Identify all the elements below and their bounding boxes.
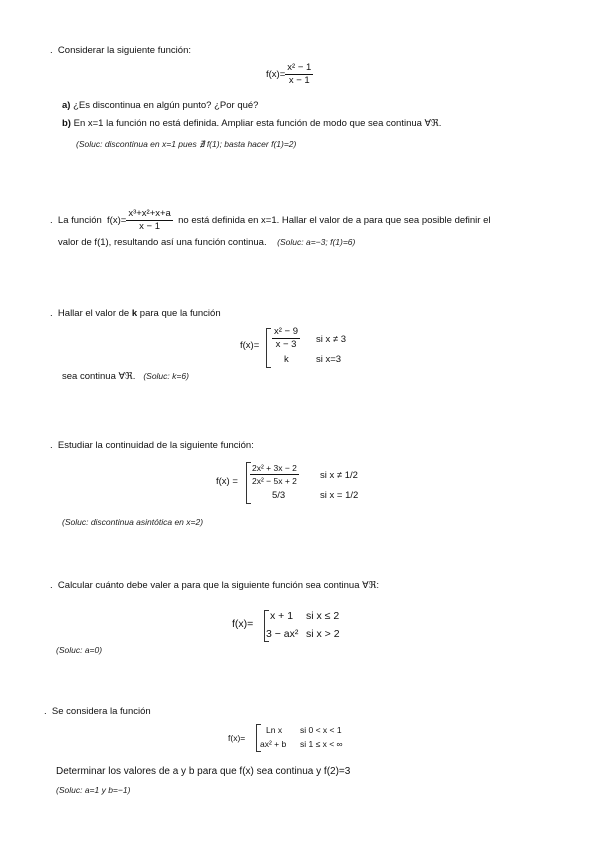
problem-5-case-1: x + 1 bbox=[270, 610, 294, 622]
problem-1-intro: . Considerar la siguiente función: bbox=[50, 45, 192, 56]
problem-4-case-2: 5/3 bbox=[272, 490, 286, 501]
problem-5-intro: . Calcular cuánto debe valer a para que la siguiente función sea continua ∀ℜ: bbox=[50, 580, 379, 591]
problem-4-case-1: $\frac{\text{2x² + 3x − 2}}{\text{2x² − 5x + 2}}$ bbox=[252, 463, 297, 486]
problem-3-continuity: sea continua ∀ℜ. (Soluc: k=6) bbox=[62, 371, 189, 382]
problem-3-brace bbox=[266, 328, 271, 368]
problem-6-case-2: ax² + b bbox=[260, 739, 287, 749]
problem-5-case-2: 3 − ax² bbox=[266, 628, 299, 640]
problem-6-case-2-cond: si 1 ≤ x < ∞ bbox=[300, 739, 343, 749]
problem-6-solution: (Soluc: a=1 y b=−1) bbox=[56, 785, 131, 795]
problem-5-lhs: f(x)= bbox=[232, 618, 254, 630]
problem-3-case-2-cond: si x=3 bbox=[316, 354, 342, 365]
problem-3-case-1-cond: si x ≠ 3 bbox=[316, 334, 347, 345]
problem-4-lhs: f(x) = bbox=[216, 476, 238, 487]
problem-2-line2: valor de f(1), resultando así una función continua. (Soluc: a=−3; f(1)=6) bbox=[58, 237, 356, 248]
problem-5-case-2-cond: si x > 2 bbox=[306, 628, 340, 640]
problem-3-case-2: k bbox=[284, 354, 289, 365]
problem-4-intro: . Estudiar la continuidad de la siguiente función: bbox=[50, 440, 254, 451]
problem-3-lhs: f(x)= bbox=[240, 340, 260, 351]
problem-5-case-1-cond: si x ≤ 2 bbox=[306, 610, 340, 622]
problem-1-question-b: b) En x=1 la función no está definida. Ampliar esta función de modo que sea continua ∀ℜ. bbox=[62, 118, 442, 129]
problem-6-lhs: f(x)= bbox=[228, 733, 246, 743]
problem-5-solution: (Soluc: a=0) bbox=[56, 645, 103, 655]
problem-1-question-a: a) ¿Es discontinua en algún punto? ¿Por qué? bbox=[62, 100, 259, 111]
problem-1-solution: (Soluc: discontinua en x=1 pues ∄ f(1); basta hacer f(1)=2) bbox=[76, 139, 297, 149]
problem-3-intro: . Hallar el valor de k para que la función bbox=[50, 308, 221, 319]
problem-4-case-1-cond: si x ≠ 1/2 bbox=[320, 470, 358, 481]
problem-6-task: Determinar los valores de a y b para que f(x) sea continua y f(2)=3 bbox=[56, 766, 351, 777]
problem-1-formula: f(x)= $\frac{\text{x² − 1}}{x - 1}$ bbox=[266, 62, 312, 86]
problem-6-intro: . Se considera la función bbox=[44, 706, 151, 717]
problem-3-case-1: $\frac{\text{x² − 9}}{x - 3}$ bbox=[274, 326, 299, 350]
problem-4-solution: (Soluc: discontinua asintótica en x=2) bbox=[62, 517, 204, 527]
problem-6-case-1-cond: si 0 < x < 1 bbox=[300, 725, 342, 735]
problem-4-case-2-cond: si x = 1/2 bbox=[320, 490, 359, 501]
problem-6-case-1: Ln x bbox=[266, 725, 283, 735]
problem-2-statement: . La función f(x)= $\frac{\text{x³+x²+x+a}}{x - 1}$ no está definida en x=1. Hallar el valor de a para que sea posible definir el bbox=[50, 208, 491, 232]
